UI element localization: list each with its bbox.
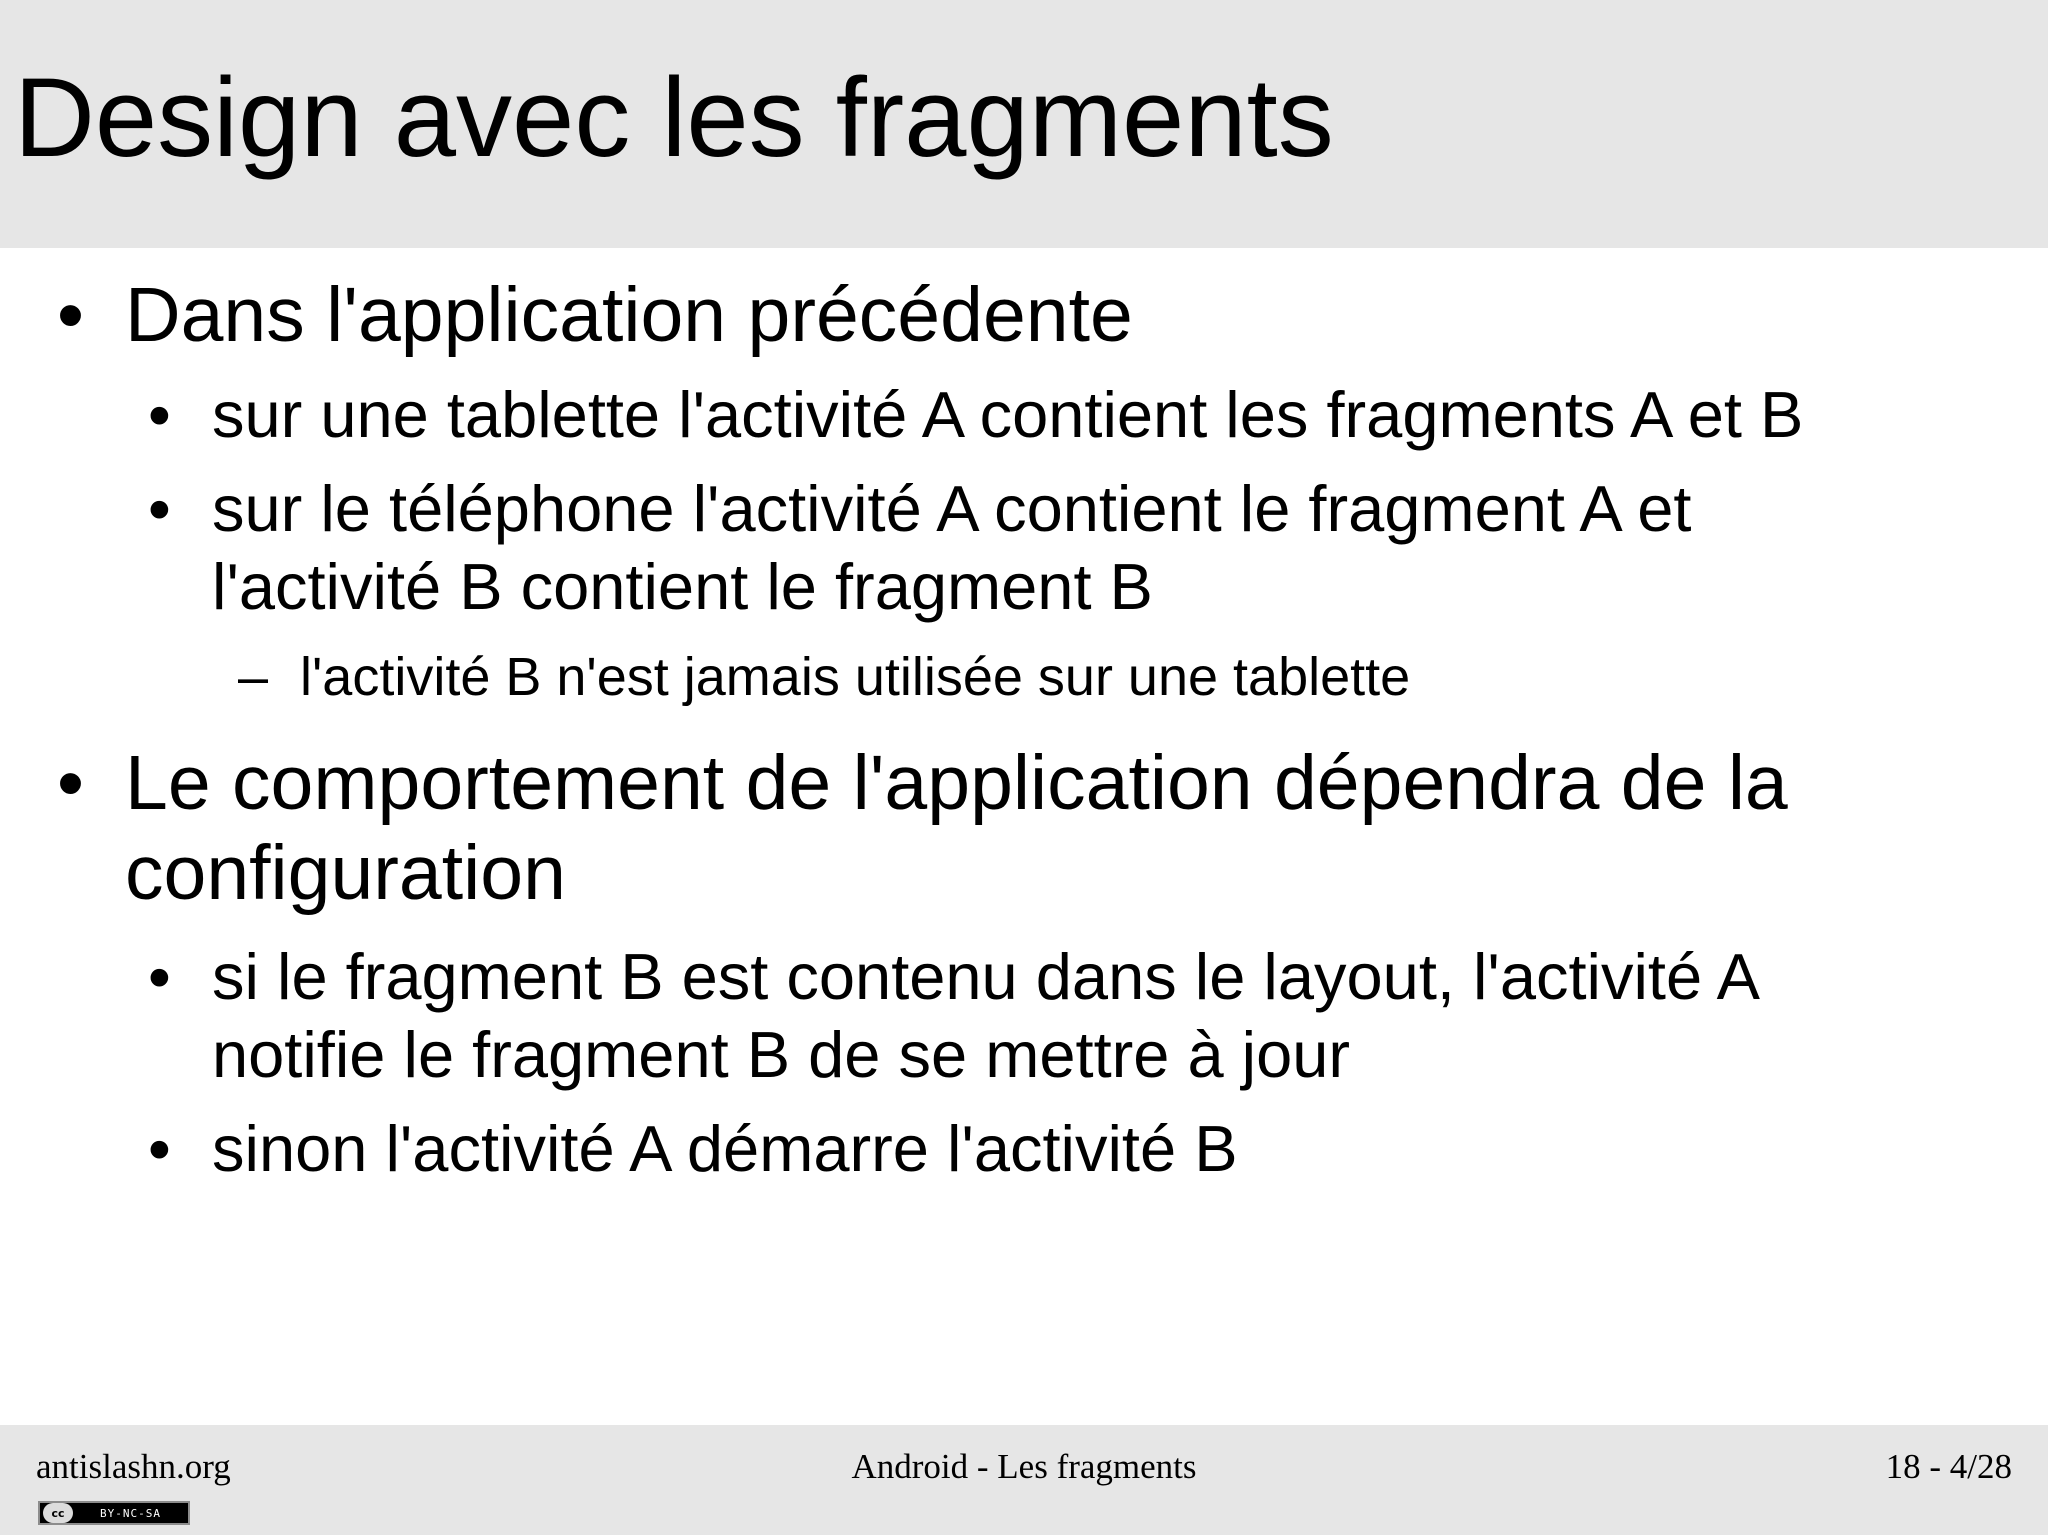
bullet-level2 — [148, 938, 1760, 1094]
footer-course-title: Android - Les fragments — [851, 1447, 1197, 1486]
bullet-text: sur une tablette l'activité A contient les fragments A et B — [212, 378, 1804, 451]
footer-page-number: 18 - 4/28 — [1885, 1447, 2012, 1486]
bullet-text: l'activité B n'est jamais utilisée sur une tablette — [300, 647, 1411, 707]
slide-title: Design avec les fragments — [14, 55, 1334, 180]
cc-license-badge — [38, 1501, 190, 1525]
bullet-text: Dans l'application précédente — [125, 272, 1133, 358]
bullet-marker: • — [148, 378, 171, 451]
bullet-text-line: configuration — [125, 830, 566, 916]
footer-site: antislashn.org — [36, 1447, 231, 1486]
bullet-level2 — [148, 376, 1804, 454]
bullet-level2 — [148, 470, 1692, 626]
bullet-marker: • — [57, 740, 84, 826]
bullet-level3 — [238, 647, 1411, 707]
bullet-text-line: l'activité B contient le fragment B — [212, 550, 1153, 623]
bullet-marker: • — [148, 472, 171, 545]
title-bar — [0, 0, 2048, 248]
bullet-text-line: notifie le fragment B de se mettre à jour — [212, 1018, 1351, 1091]
cc-icon: cc — [43, 1503, 73, 1523]
bullet-text-line: si le fragment B est contenu dans le layout, l'activité A — [212, 940, 1760, 1013]
bullet-level2 — [148, 1110, 1238, 1188]
bullet-text: sinon l'activité A démarre l'activité B — [212, 1112, 1238, 1185]
bullet-text-line: Le comportement de l'application dépendra de la — [125, 740, 1788, 826]
bullet-text-line: sur le téléphone l'activité A contient le fragment A et — [212, 472, 1692, 545]
bullet-level1 — [57, 270, 1133, 360]
bullet-marker: • — [148, 940, 171, 1013]
slide-footer — [0, 1425, 2048, 1535]
bullet-marker: • — [57, 272, 84, 358]
dash-marker: – — [238, 647, 269, 707]
bullet-marker: • — [148, 1112, 171, 1185]
cc-license-text: BY-NC-SA — [100, 1506, 161, 1520]
bullet-level1 — [57, 738, 1788, 918]
